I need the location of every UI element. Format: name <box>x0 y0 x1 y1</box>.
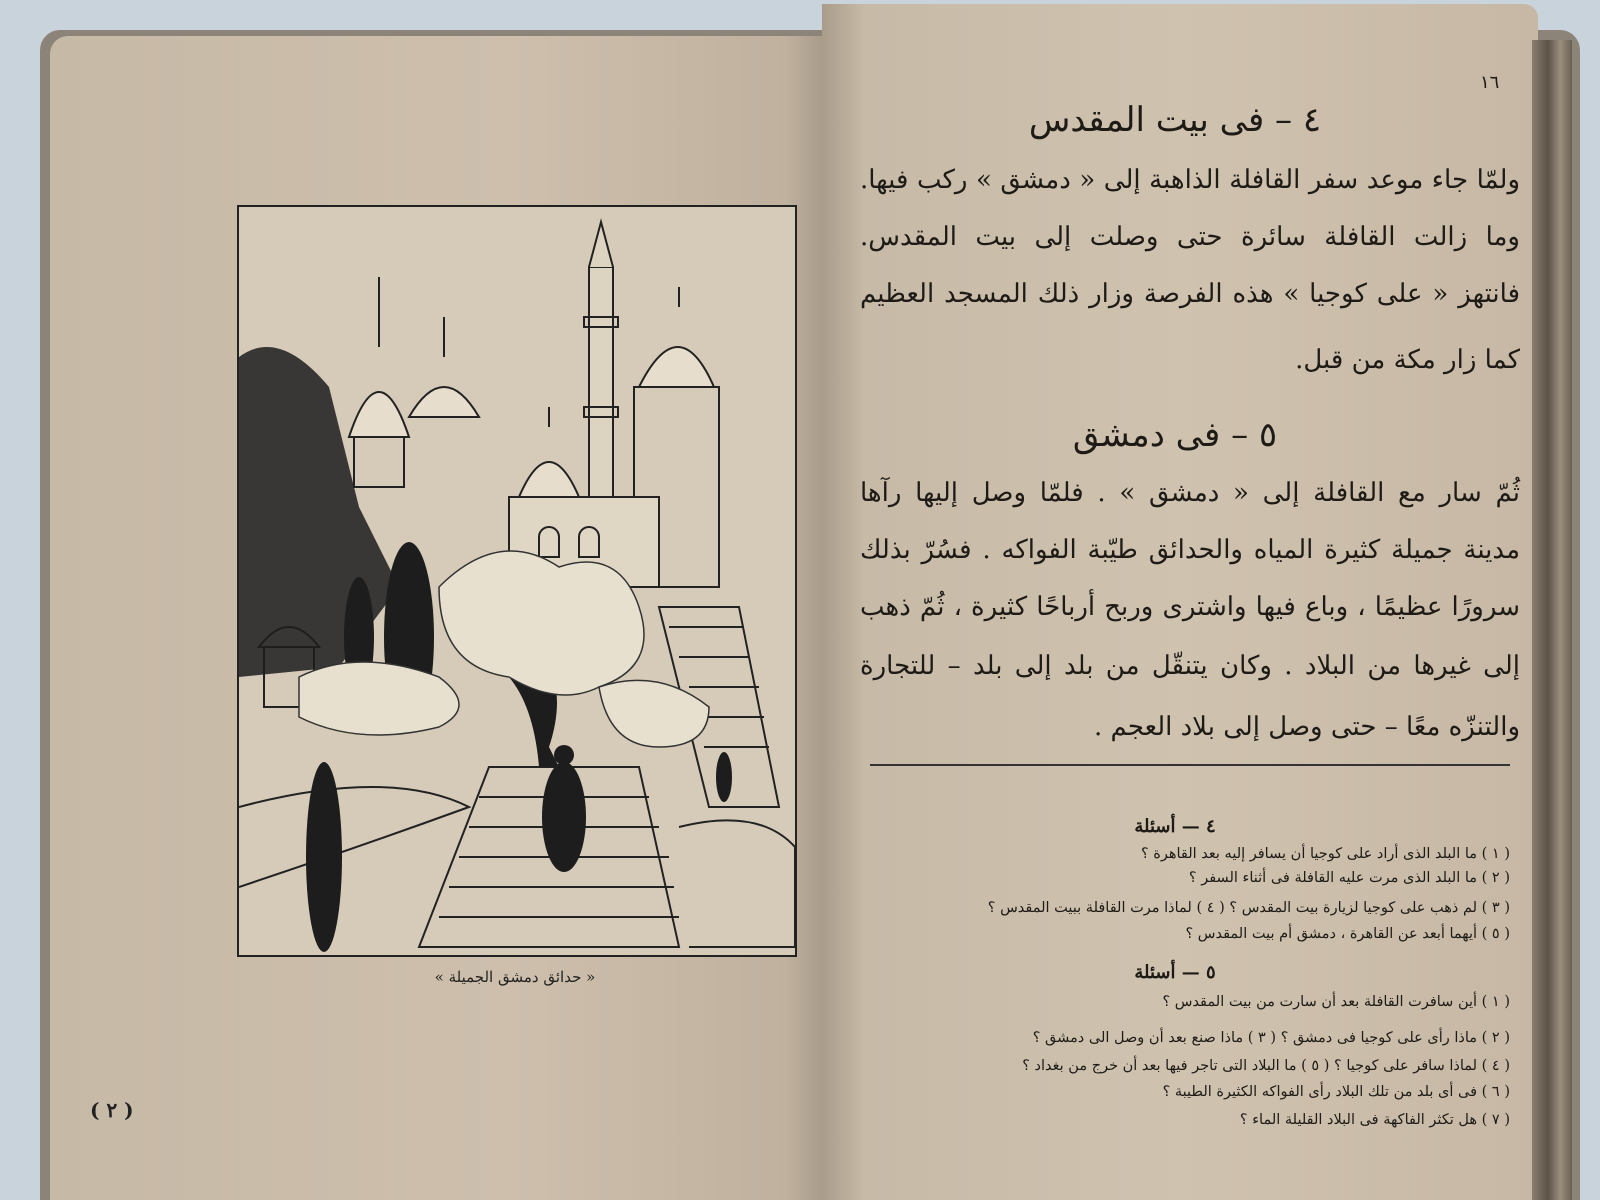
page-edges <box>1532 40 1572 1200</box>
question-line: ( ١ ) أين سافرت القافلة بعد أن سارت من بيت المقدس ؟ <box>1162 994 1510 1010</box>
section-5-line: سرورًا عظيمًا ، وباع فيها واشترى وربح أرباحًا كثيرة ، ثُمّ ذهب <box>860 592 1520 622</box>
question-line: ( ٦ ) فى أى بلد من تلك البلاد رأى الفواكه الكثيرة الطيبة ؟ <box>1162 1084 1510 1100</box>
questions-4-title: ٤ — أسئلة <box>1134 816 1216 837</box>
question-line: ( ٧ ) هل تكثر الفاكهة فى البلاد القليلة الماء ؟ <box>1239 1112 1510 1128</box>
question-line: ( ٤ ) لماذا سافر على كوجيا ؟ ( ٥ ) ما البلاد التى تاجر فيها بعد أن خرج من بغداد ؟ <box>1022 1058 1510 1074</box>
illustration-caption: « حدائق دمشق الجميلة » <box>434 968 596 986</box>
section-4-line: ولمّا جاء موعد سفر القافلة الذاهبة إلى « دمشق » ركب فيها. <box>860 165 1520 195</box>
section-5-title: ٥ – فى دمشق <box>1072 415 1278 455</box>
section-5-line: ثُمّ سار مع القافلة إلى « دمشق » . فلمّا وصل إليها رآها <box>860 478 1520 508</box>
question-line: ( ١ ) ما البلد الذى أراد على كوجيا أن يسافر إليه بعد القاهرة ؟ <box>1140 846 1510 862</box>
page-number-left: ( ٢ ) <box>90 1098 134 1122</box>
illustration-damascus-gardens <box>237 205 797 957</box>
section-4-line: فانتهز « على كوجيا » هذه الفرصة وزار ذلك المسجد العظيم <box>860 279 1520 309</box>
question-line: ( ٢ ) ماذا رأى على كوجيا فى دمشق ؟ ( ٣ ) ماذا صنع بعد أن وصل الى دمشق ؟ <box>1032 1030 1510 1046</box>
section-4-line: كما زار مكة من قبل. <box>1295 345 1520 375</box>
question-line: ( ٥ ) أيهما أبعد عن القاهرة ، دمشق أم بيت المقدس ؟ <box>1185 926 1510 942</box>
section-5-line: مدينة جميلة كثيرة المياه والحدائق طيّبة الفواكه . فسُرّ بذلك <box>860 535 1520 565</box>
page-number-right: ١٦ <box>1480 72 1500 93</box>
illustration-drawing <box>239 207 795 955</box>
question-line: ( ٢ ) ما البلد الذى مرت عليه القافلة فى أثناء السفر ؟ <box>1188 870 1510 886</box>
divider-rule <box>870 764 1510 766</box>
section-4-title: ٤ – فى بيت المقدس <box>1028 100 1322 140</box>
question-line: ( ٣ ) لم ذهب على كوجيا لزيارة بيت المقدس ؟ ( ٤ ) لماذا مرت القافلة ببيت المقدس ؟ <box>987 900 1510 916</box>
section-4-line: وما زالت القافلة سائرة حتى وصلت إلى بيت المقدس. <box>860 222 1520 252</box>
section-5-line: إلى غيرها من البلاد . وكان يتنقّل من بلد إلى بلد – للتجارة <box>860 651 1520 681</box>
section-5-line: والتنزّه معًا – حتى وصل إلى بلاد العجم . <box>1094 712 1520 742</box>
questions-5-title: ٥ — أسئلة <box>1134 962 1216 983</box>
